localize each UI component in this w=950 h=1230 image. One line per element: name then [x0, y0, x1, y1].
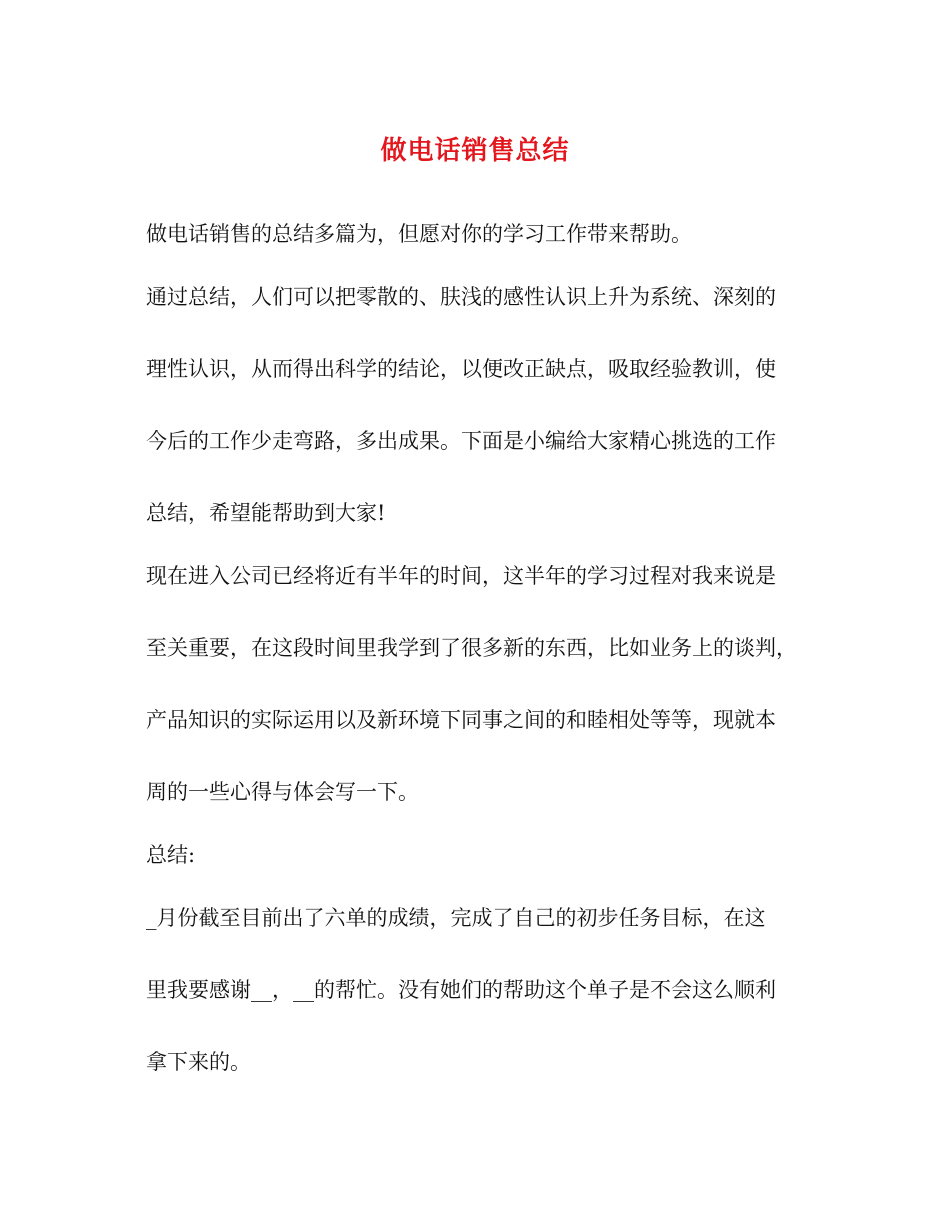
paragraph-line: 通过总结，人们可以把零散的、肤浅的感性认识上升为系统、深刻的 — [146, 285, 776, 309]
paragraph-intro: 做电话销售的总结多篇为，但愿对你的学习工作带来帮助。 — [146, 222, 692, 246]
section-heading-summary: 总结: — [146, 843, 196, 867]
paragraph-line: 至关重要，在这段时间里我学到了很多新的东西，比如业务上的谈判， — [146, 636, 797, 660]
paragraph-line: 拿下来的。 — [146, 1050, 251, 1074]
paragraph-line: 今后的工作少走弯路，多出成果。下面是小编给大家精心挑选的工作 — [146, 429, 776, 453]
document-title: 做电话销售总结 — [380, 136, 570, 166]
paragraph-line: 里我要感谢__，__的帮忙。没有她们的帮助这个单子是不会这么顺利 — [146, 978, 776, 1002]
paragraph-line: 现在进入公司已经将近有半年的时间，这半年的学习过程对我来说是 — [146, 564, 776, 588]
paragraph-line: 周的一些心得与体会写一下。 — [146, 780, 419, 804]
paragraph-line: 产品知识的实际运用以及新环境下同事之间的和睦相处等等，现就本 — [146, 708, 776, 732]
paragraph-line: 总结，希望能帮助到大家! — [146, 501, 386, 525]
paragraph-line: _月份截至目前出了六单的成绩，完成了自己的初步任务目标，在这 — [146, 906, 766, 930]
paragraph-line: 理性认识，从而得出科学的结论，以便改正缺点，吸取经验教训，使 — [146, 357, 776, 381]
